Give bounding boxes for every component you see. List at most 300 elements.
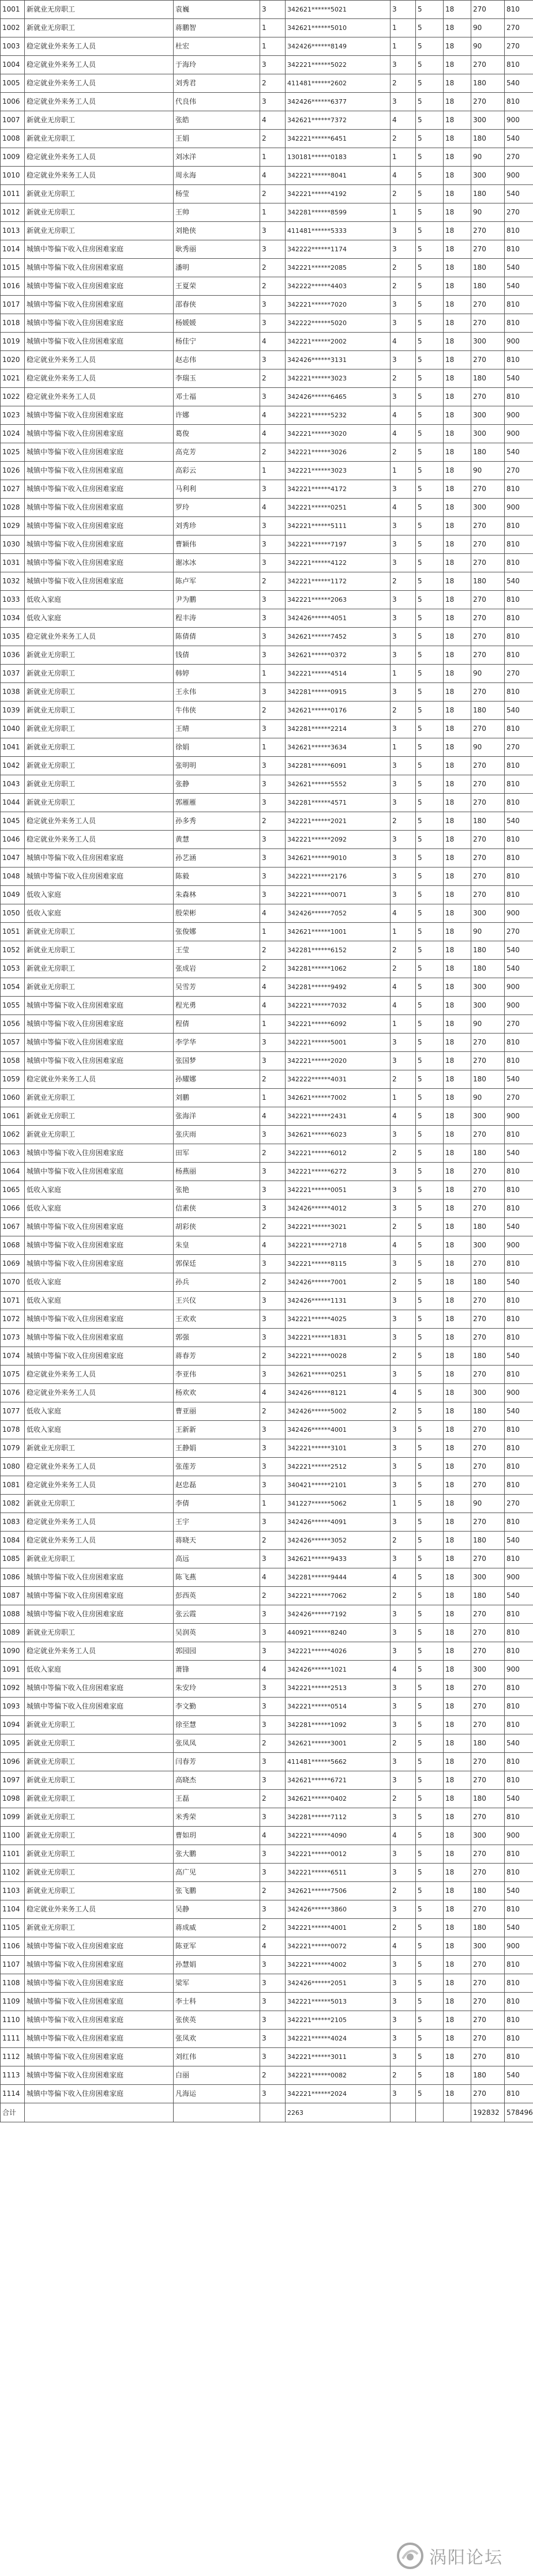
cell-persons: 2 <box>391 185 416 203</box>
table-row <box>1 1 533 19</box>
cell-months: 5 <box>416 1384 444 1402</box>
cell-persons: 2 <box>391 1734 416 1753</box>
cell-months: 5 <box>416 2030 444 2048</box>
cell-rate: 18 <box>444 19 471 37</box>
cell-household-size: 2 <box>260 443 286 462</box>
table-row <box>1 1864 533 1882</box>
table-row <box>1 720 533 738</box>
cell-persons: 3 <box>391 56 416 74</box>
cell-household-size: 1 <box>260 665 286 683</box>
cell-row-id: 1038 <box>1 683 25 701</box>
cell-rate: 18 <box>444 1605 471 1624</box>
cell-rate: 18 <box>444 2011 471 2030</box>
cell-category: 稳定就业外来务工人员 <box>25 1384 174 1402</box>
cell-rate: 18 <box>444 37 471 56</box>
cell-months: 5 <box>416 1070 444 1089</box>
cell-total-amount: 810 <box>505 1 533 19</box>
cell-total-amount: 900 <box>505 167 533 185</box>
cell-row-id: 1045 <box>1 812 25 831</box>
cell-name: 李倩 <box>174 1495 260 1513</box>
cell-row-id: 1025 <box>1 443 25 462</box>
cell-household-size: 4 <box>260 1107 286 1126</box>
cell-persons: 3 <box>391 1200 416 1218</box>
cell-id-number: 342221******7020 <box>286 296 391 314</box>
cell-rate: 18 <box>444 1070 471 1089</box>
table-row <box>1 2066 533 2085</box>
cell-rate: 18 <box>444 1790 471 1808</box>
table-row <box>1 296 533 314</box>
cell-id-number: 342221******2024 <box>286 2085 391 2103</box>
cell-persons: 2 <box>391 277 416 296</box>
cell-id-number: 342621******7506 <box>286 1882 391 1900</box>
cell-name: 蒋成威 <box>174 1919 260 1937</box>
cell-persons: 2 <box>391 1273 416 1292</box>
cell-id-number: 342621******3001 <box>286 1734 391 1753</box>
cell-row-id: 1036 <box>1 646 25 665</box>
cell-months: 5 <box>416 978 444 997</box>
cell-rate: 18 <box>444 425 471 443</box>
cell-row-id: 1097 <box>1 1771 25 1790</box>
cell-category: 新就业无房职工 <box>25 794 174 812</box>
cell-category: 新就业无房职工 <box>25 1882 174 1900</box>
cell-row-id: 1091 <box>1 1661 25 1679</box>
cell-category: 稳定就业外来务工人员 <box>25 1476 174 1495</box>
cell-total-amount: 810 <box>505 831 533 849</box>
table-row <box>1 1550 533 1568</box>
cell-category: 城镇中等偏下收入住房困难家庭 <box>25 1679 174 1698</box>
cell-monthly-amount: 270 <box>471 351 505 369</box>
cell-months: 5 <box>416 831 444 849</box>
cell-household-size: 3 <box>260 517 286 535</box>
cell-persons: 3 <box>391 1310 416 1329</box>
cell-total-amount: 540 <box>505 185 533 203</box>
cell-rate: 18 <box>444 775 471 794</box>
cell-household-size: 2 <box>260 1919 286 1937</box>
cell-months: 5 <box>416 1144 444 1163</box>
cell-id-number: 342222******4403 <box>286 277 391 296</box>
cell-row-id: 1093 <box>1 1698 25 1716</box>
cell-category: 新就业无房职工 <box>25 1790 174 1808</box>
cell-household-size: 2 <box>260 1347 286 1366</box>
cell-name: 陈卢军 <box>174 572 260 591</box>
cell-category: 新就业无房职工 <box>25 720 174 738</box>
cell-rate: 18 <box>444 997 471 1015</box>
cell-name: 殷荣彬 <box>174 904 260 923</box>
cell-total-amount: 900 <box>505 1384 533 1402</box>
cell-monthly-amount: 270 <box>471 480 505 499</box>
cell-total-amount: 900 <box>505 499 533 517</box>
cell-rate: 18 <box>444 868 471 886</box>
table-row <box>1 1366 533 1384</box>
cell-category: 城镇中等偏下收入住房困难家庭 <box>25 1015 174 1034</box>
cell-row-id: 1063 <box>1 1144 25 1163</box>
cell-months: 5 <box>416 2085 444 2103</box>
cell-category: 低收入家庭 <box>25 1200 174 1218</box>
cell-household-size: 2 <box>260 369 286 388</box>
cell-id-number: 342221******0514 <box>286 1698 391 1716</box>
cell-id-number: 342621******0372 <box>286 646 391 665</box>
cell-category: 低收入家庭 <box>25 609 174 628</box>
cell-household-size: 3 <box>260 1310 286 1329</box>
cell-persons: 4 <box>391 167 416 185</box>
table-row <box>1 222 533 240</box>
cell-name: 凡海运 <box>174 2085 260 2103</box>
cell-total-amount: 810 <box>505 868 533 886</box>
cell-household-size: 3 <box>260 1864 286 1882</box>
cell-id-number: 411481******2602 <box>286 74 391 93</box>
table-row <box>1 1107 533 1126</box>
cell-id-number: 342221******2512 <box>286 1458 391 1476</box>
cell-category: 新就业无房职工 <box>25 646 174 665</box>
cell-months: 5 <box>416 1495 444 1513</box>
cell-household-size: 3 <box>260 1476 286 1495</box>
cell-persons: 4 <box>391 1937 416 1956</box>
cell-row-id: 1016 <box>1 277 25 296</box>
cell-name: 黄慧 <box>174 831 260 849</box>
cell-monthly-amount: 90 <box>471 203 505 222</box>
cell-monthly-amount: 270 <box>471 775 505 794</box>
cell-months: 5 <box>416 997 444 1015</box>
cell-id-number: 342221******6092 <box>286 1015 391 1034</box>
cell-category: 稳定就业外来务工人员 <box>25 74 174 93</box>
cell-row-id: 1096 <box>1 1753 25 1771</box>
cell-persons: 2 <box>391 812 416 831</box>
cell-id-number: 342221******2431 <box>286 1107 391 1126</box>
cell-monthly-amount: 90 <box>471 462 505 480</box>
cell-months: 5 <box>416 535 444 554</box>
cell-category: 新就业无房职工 <box>25 738 174 757</box>
table-row <box>1 886 533 904</box>
cell-household-size: 3 <box>260 1698 286 1716</box>
table-row <box>1 111 533 130</box>
cell-months: 5 <box>416 1937 444 1956</box>
cell-total-amount: 810 <box>505 1421 533 1439</box>
cell-months: 5 <box>416 1568 444 1587</box>
cell-total-amount: 810 <box>505 1163 533 1181</box>
cell-row-id: 1065 <box>1 1181 25 1200</box>
cell-rate: 18 <box>444 1642 471 1661</box>
cell-monthly-amount: 90 <box>471 19 505 37</box>
cell-months: 5 <box>416 1439 444 1458</box>
cell-name: 田军 <box>174 1144 260 1163</box>
cell-name: 尹为鹏 <box>174 591 260 609</box>
cell-household-size: 3 <box>260 720 286 738</box>
cell-household-size: 2 <box>260 960 286 978</box>
cell-household-size: 3 <box>260 1421 286 1439</box>
cell-household-size: 3 <box>260 1034 286 1052</box>
cell-persons: 2 <box>391 1790 416 1808</box>
cell-months: 5 <box>416 1734 444 1753</box>
cell-monthly-amount: 180 <box>471 1347 505 1366</box>
cell-household-size: 3 <box>260 1900 286 1919</box>
cell-name: 王夏荣 <box>174 277 260 296</box>
cell-id-number: 342621******3634 <box>286 738 391 757</box>
cell-category: 城镇中等偏下收入住房困难家庭 <box>25 480 174 499</box>
table-row <box>1 1310 533 1329</box>
cell-rate: 18 <box>444 148 471 167</box>
cell-row-id: 1039 <box>1 701 25 720</box>
cell-months: 5 <box>416 185 444 203</box>
cell-rate: 18 <box>444 1439 471 1458</box>
cell-rate: 18 <box>444 683 471 701</box>
cell-rate: 18 <box>444 1937 471 1956</box>
cell-category: 城镇中等偏下收入住房困难家庭 <box>25 296 174 314</box>
cell-monthly-amount: 90 <box>471 1089 505 1107</box>
cell-months: 5 <box>416 425 444 443</box>
cell-months: 5 <box>416 1181 444 1200</box>
cell-id-number: 342221******2513 <box>286 1679 391 1698</box>
cell-row-id: 1013 <box>1 222 25 240</box>
cell-name: 米秀荣 <box>174 1808 260 1827</box>
table-row <box>1 1605 533 1624</box>
cell-row-id: 1077 <box>1 1402 25 1421</box>
cell-category: 稳定就业外来务工人员 <box>25 167 174 185</box>
cell-category: 城镇中等偏下收入住房困难家庭 <box>25 1347 174 1366</box>
cell-total-amount: 540 <box>505 1882 533 1900</box>
cell-household-size: 2 <box>260 130 286 148</box>
table-row <box>1 1329 533 1347</box>
cell-rate: 18 <box>444 203 471 222</box>
cell-row-id: 1011 <box>1 185 25 203</box>
cell-rate: 18 <box>444 111 471 130</box>
cell-rate: 18 <box>444 1236 471 1255</box>
cell-row-id: 1109 <box>1 1993 25 2011</box>
cell-persons: 2 <box>391 1919 416 1937</box>
cell-household-size: 1 <box>260 1089 286 1107</box>
cell-persons: 3 <box>391 388 416 406</box>
cell-name: 牛伟侠 <box>174 701 260 720</box>
table-row <box>1 2048 533 2066</box>
cell-total-amount: 900 <box>505 978 533 997</box>
cell-persons: 1 <box>391 923 416 941</box>
cell-rate: 18 <box>444 1532 471 1550</box>
cell-name: 李亚伟 <box>174 1366 260 1384</box>
cell-total-amount: 810 <box>505 1550 533 1568</box>
cell-row-id: 1026 <box>1 462 25 480</box>
table-row <box>1 259 533 277</box>
cell-months: 5 <box>416 1163 444 1181</box>
cell-row-id: 1112 <box>1 2048 25 2066</box>
cell-monthly-amount: 270 <box>471 240 505 259</box>
cell-persons: 3 <box>391 1329 416 1347</box>
cell-months: 5 <box>416 480 444 499</box>
cell-months: 5 <box>416 240 444 259</box>
cell-total-amount: 270 <box>505 738 533 757</box>
cell-months: 5 <box>416 1310 444 1329</box>
cell-row-id: 1082 <box>1 1495 25 1513</box>
cell-id-number: 411481******5333 <box>286 222 391 240</box>
cell-household-size: 3 <box>260 794 286 812</box>
cell-rate: 18 <box>444 1568 471 1587</box>
cell-id-number: 342221******3101 <box>286 1439 391 1458</box>
cell-monthly-amount: 270 <box>471 1753 505 1771</box>
cell-total-amount: 810 <box>505 388 533 406</box>
cell-category: 新就业无房职工 <box>25 923 174 941</box>
cell-id-number: 342221******1831 <box>286 1329 391 1347</box>
cell-rate: 18 <box>444 314 471 333</box>
cell-total-amount: 900 <box>505 111 533 130</box>
cell-name: 王静娟 <box>174 1439 260 1458</box>
cell-name: 陈倩倩 <box>174 628 260 646</box>
cell-id-number: 342221******0251 <box>286 499 391 517</box>
cell-household-size: 1 <box>260 738 286 757</box>
cell-monthly-amount: 180 <box>471 1218 505 1236</box>
cell-monthly-amount: 270 <box>471 2085 505 2103</box>
cell-household-size: 2 <box>260 1218 286 1236</box>
cell-months: 5 <box>416 130 444 148</box>
cell-persons: 1 <box>391 665 416 683</box>
cell-id-number: 342221******6272 <box>286 1163 391 1181</box>
cell-total-amount: 810 <box>505 720 533 738</box>
cell-monthly-amount: 270 <box>471 1864 505 1882</box>
cell-row-id: 1008 <box>1 130 25 148</box>
cell-household-size: 1 <box>260 923 286 941</box>
cell-total-amount: 810 <box>505 1329 533 1347</box>
cell-row-id: 1050 <box>1 904 25 923</box>
cell-household-size: 2 <box>260 74 286 93</box>
cell-row-id: 1048 <box>1 868 25 886</box>
cell-rate: 18 <box>444 2066 471 2085</box>
cell-name: 高彩云 <box>174 462 260 480</box>
cell-category: 城镇中等偏下收入住房困难家庭 <box>25 1698 174 1716</box>
cell-total-amount: 810 <box>505 1753 533 1771</box>
cell-months: 5 <box>416 1771 444 1790</box>
table-row <box>1 628 533 646</box>
cell-months: 5 <box>416 56 444 74</box>
cell-name: 张皓 <box>174 111 260 130</box>
cell-id-number: 342621******1001 <box>286 923 391 941</box>
cell-household-size: 3 <box>260 2085 286 2103</box>
cell-household-size: 3 <box>260 1845 286 1864</box>
cell-row-id: 1089 <box>1 1624 25 1642</box>
cell-name: 邓士福 <box>174 388 260 406</box>
cell-household-size: 3 <box>260 1126 286 1144</box>
cell-months: 5 <box>416 1200 444 1218</box>
cell-name: 蒋春芳 <box>174 1347 260 1366</box>
cell-persons: 3 <box>391 591 416 609</box>
footer-sum_d: 192832 <box>471 2103 505 2122</box>
cell-category: 城镇中等偏下收入住房困难家庭 <box>25 240 174 259</box>
cell-months: 5 <box>416 794 444 812</box>
cell-name: 钱倩 <box>174 646 260 665</box>
cell-name: 高广见 <box>174 1864 260 1882</box>
cell-rate: 18 <box>444 277 471 296</box>
cell-household-size: 3 <box>260 628 286 646</box>
cell-row-id: 1104 <box>1 1900 25 1919</box>
cell-household-size: 3 <box>260 240 286 259</box>
cell-id-number: 130181******0183 <box>286 148 391 167</box>
footer-label: 合计 <box>1 2103 25 2122</box>
cell-months: 5 <box>416 443 444 462</box>
table-row <box>1 1734 533 1753</box>
cell-total-amount: 810 <box>505 1439 533 1458</box>
table-row <box>1 849 533 868</box>
cell-household-size: 3 <box>260 56 286 74</box>
cell-monthly-amount: 270 <box>471 1163 505 1181</box>
cell-months: 5 <box>416 904 444 923</box>
table-row <box>1 683 533 701</box>
cell-total-amount: 900 <box>505 425 533 443</box>
cell-months: 5 <box>416 849 444 868</box>
cell-months: 5 <box>416 1845 444 1864</box>
cell-name: 赵志伟 <box>174 351 260 369</box>
cell-monthly-amount: 90 <box>471 148 505 167</box>
cell-rate: 18 <box>444 1919 471 1937</box>
table-row <box>1 1993 533 2011</box>
cell-id-number: 342281******6091 <box>286 757 391 775</box>
cell-category: 新就业无房职工 <box>25 1107 174 1126</box>
cell-category: 稳定就业外来务工人员 <box>25 1532 174 1550</box>
cell-row-id: 1072 <box>1 1310 25 1329</box>
cell-monthly-amount: 270 <box>471 1181 505 1200</box>
cell-name: 张凤欢 <box>174 2030 260 2048</box>
cell-months: 5 <box>416 462 444 480</box>
cell-row-id: 1042 <box>1 757 25 775</box>
cell-persons: 3 <box>391 628 416 646</box>
cell-persons: 4 <box>391 1107 416 1126</box>
cell-persons: 3 <box>391 240 416 259</box>
cell-row-id: 1098 <box>1 1790 25 1808</box>
cell-monthly-amount: 270 <box>471 683 505 701</box>
cell-total-amount: 900 <box>505 904 533 923</box>
table-row <box>1 646 533 665</box>
cell-rate: 18 <box>444 1181 471 1200</box>
cell-household-size: 3 <box>260 1513 286 1532</box>
cell-name: 韩婷 <box>174 665 260 683</box>
cell-total-amount: 540 <box>505 277 533 296</box>
cell-row-id: 1019 <box>1 333 25 351</box>
cell-name: 张明明 <box>174 757 260 775</box>
cell-monthly-amount: 180 <box>471 277 505 296</box>
cell-total-amount: 270 <box>505 1495 533 1513</box>
cell-name: 张莲芳 <box>174 1458 260 1476</box>
cell-persons: 4 <box>391 333 416 351</box>
table-row <box>1 1900 533 1919</box>
cell-persons: 3 <box>391 2085 416 2103</box>
table-row <box>1 314 533 333</box>
cell-monthly-amount: 300 <box>471 1107 505 1126</box>
cell-months: 5 <box>416 1624 444 1642</box>
table-row <box>1 443 533 462</box>
cell-id-number: 342221******7197 <box>286 535 391 554</box>
cell-household-size: 3 <box>260 296 286 314</box>
cell-household-size: 3 <box>260 351 286 369</box>
cell-household-size: 3 <box>260 775 286 794</box>
footer-total: 2263 <box>286 2103 391 2122</box>
cell-rate: 18 <box>444 1402 471 1421</box>
cell-rate: 18 <box>444 1273 471 1292</box>
cell-household-size: 3 <box>260 1439 286 1458</box>
cell-total-amount: 810 <box>505 554 533 572</box>
cell-months: 5 <box>416 665 444 683</box>
cell-months: 5 <box>416 37 444 56</box>
cell-row-id: 1088 <box>1 1605 25 1624</box>
cell-rate: 18 <box>444 1993 471 2011</box>
cell-name: 陈毅 <box>174 868 260 886</box>
cell-monthly-amount: 300 <box>471 167 505 185</box>
cell-row-id: 1051 <box>1 923 25 941</box>
cell-persons: 2 <box>391 2066 416 2085</box>
cell-monthly-amount: 270 <box>471 1642 505 1661</box>
cell-total-amount: 540 <box>505 1402 533 1421</box>
cell-months: 5 <box>416 646 444 665</box>
cell-household-size: 1 <box>260 19 286 37</box>
footer-empty <box>174 2103 260 2122</box>
cell-row-id: 1066 <box>1 1200 25 1218</box>
cell-persons: 4 <box>391 406 416 425</box>
cell-household-size: 3 <box>260 1366 286 1384</box>
cell-months: 5 <box>416 1273 444 1292</box>
